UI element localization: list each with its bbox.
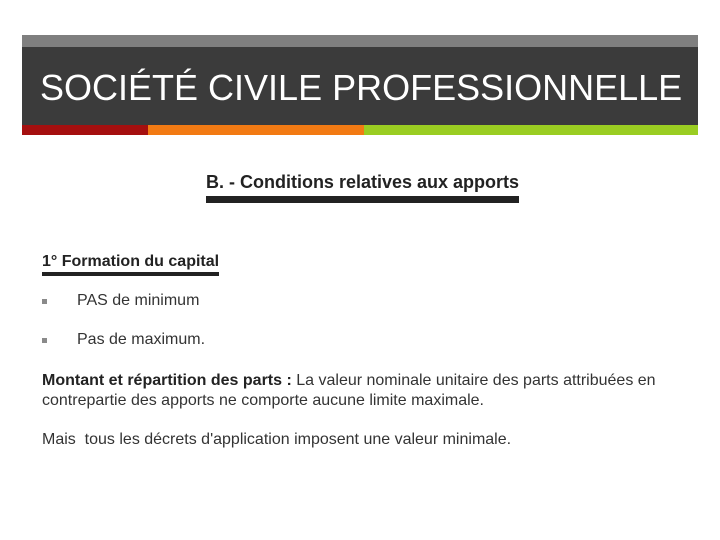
slide-title: SOCIÉTÉ CIVILE PROFESSIONNELLE (40, 67, 683, 108)
bullet-text: PAS de minimum (77, 292, 200, 309)
bullet-item (42, 331, 205, 349)
bullet-text: Pas de maximum. (77, 331, 206, 348)
paragraph-body: Mais tous les décrets d'application imposent une valeur minimale. (42, 431, 512, 448)
accent-segment-green (364, 125, 698, 135)
square-bullet-icon (42, 338, 47, 343)
section-heading: 1° Formation du capital (42, 253, 219, 276)
subtitle-container (0, 172, 720, 203)
paragraph-parts (42, 371, 682, 411)
top-strip (22, 35, 698, 47)
title-bar (22, 47, 698, 125)
accent-bar (22, 125, 698, 135)
accent-segment-red (22, 125, 148, 135)
bullet-item (42, 292, 199, 310)
paragraph-body: La valeur nominale unitaire des parts attribuées en contrepartie des apports ne comporte aucune limite maximale. (42, 372, 656, 409)
accent-segment-orange (148, 125, 364, 135)
slide-subtitle: B. - Conditions relatives aux apports (206, 172, 519, 203)
paragraph-lead: Montant et répartition des parts : (42, 372, 292, 389)
section-heading-container (42, 253, 219, 276)
square-bullet-icon (42, 299, 47, 304)
paragraph-decrets (42, 430, 682, 450)
